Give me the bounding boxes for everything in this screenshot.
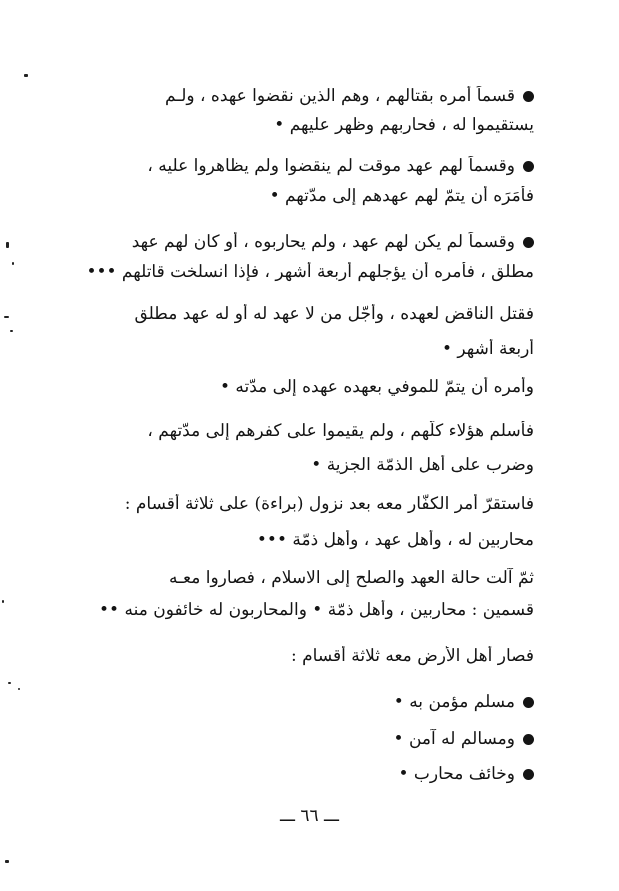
text-line-3: [79, 156, 534, 176]
text-line-17: [79, 692, 534, 712]
scan-speck: [2, 600, 4, 603]
line-text: ثمّ آلت حالة العهد والصلح إلى الاسلام ، فصاروا معـه: [168, 568, 534, 588]
text-line-9: [79, 377, 534, 397]
text-line-1: [79, 86, 534, 106]
bullet-icon: [523, 91, 534, 102]
line-text: محاربين له ، وأهل عهد ، وأهل ذمّة •••: [256, 530, 534, 550]
text-line-5: [79, 232, 534, 252]
text-line-12: [79, 494, 534, 514]
scan-speck: [4, 316, 9, 318]
text-line-2: [79, 115, 534, 135]
bullet-icon: [523, 769, 534, 780]
line-text: فأسلم هؤلاء كلّهم ، ولم يقيموا على كفرهم إلى مدّتهم ،: [147, 421, 534, 441]
line-text: فأمَرَه أن يتمّ لهم عهدهم إلى مدّتهم •: [269, 186, 534, 206]
line-text: وأمره أن يتمّ للموفي بعهده عهده إلى مدّته •: [219, 377, 534, 397]
text-line-11: [79, 455, 534, 475]
scan-speck: [5, 860, 9, 863]
scan-speck: [10, 330, 13, 332]
line-text: قسمين : محاربين ، وأهل ذمّة • والمحاربون له خائفون منه ••: [99, 600, 534, 620]
line-text: فصار أهل الأرض معه ثلاثة أقسام :: [290, 646, 534, 666]
text-line-18: [79, 729, 534, 749]
text-line-13: [79, 530, 534, 550]
text-line-19: [79, 764, 534, 784]
line-text: وقسماً لم يكن لهم عهد ، ولم يحاربوه ، أو كان لهم عهد: [131, 232, 515, 252]
line-text: مطلق ، فأمره أن يؤجلهم أربعة أشهر ، فإذا انسلخت قاتلهم •••: [86, 262, 534, 282]
scan-speck: [8, 682, 11, 684]
page-number: ـــ ٦٦ ـــ: [280, 806, 339, 826]
bullet-icon: [523, 161, 534, 172]
line-text: قسماً أمره بقتالهم ، وهم الذين نقضوا عهده ، ولـم: [164, 86, 515, 106]
line-text: وقسماً لهم عهد موقت لم ينقضوا ولم يظاهروا عليه ،: [147, 156, 515, 176]
text-line-7: [79, 304, 534, 324]
text-line-14: [79, 568, 534, 588]
scan-speck: [12, 262, 14, 265]
line-text: يستقيموا له ، فحاربهم وظهر عليهم •: [274, 115, 534, 135]
text-line-10: [79, 421, 534, 441]
line-text: وخائف محارب •: [398, 764, 515, 784]
scan-speck: [24, 74, 28, 77]
line-text: فاستقرّ أمر الكفّار معه بعد نزول (براءة) على ثلاثة أقسام :: [124, 494, 534, 514]
bullet-icon: [523, 237, 534, 248]
line-text: مسلم مؤمن به •: [393, 692, 515, 712]
bullet-icon: [523, 697, 534, 708]
bullet-icon: [523, 734, 534, 745]
line-text: وضرب على أهل الذمّة الجزية •: [311, 455, 534, 475]
scan-speck: [6, 242, 9, 248]
line-text: ومسالم له آمن •: [393, 729, 515, 749]
line-text: فقتل الناقض لعهده ، وأجّل من لا عهد له أو له عهد مطلق: [134, 304, 534, 324]
text-line-4: [79, 186, 534, 206]
text-line-6: [79, 262, 534, 282]
scan-speck: [18, 688, 20, 690]
text-line-15: [79, 600, 534, 620]
line-text: أربعة أشهر •: [442, 339, 534, 359]
text-line-8: [79, 339, 534, 359]
text-line-16: [79, 646, 534, 666]
